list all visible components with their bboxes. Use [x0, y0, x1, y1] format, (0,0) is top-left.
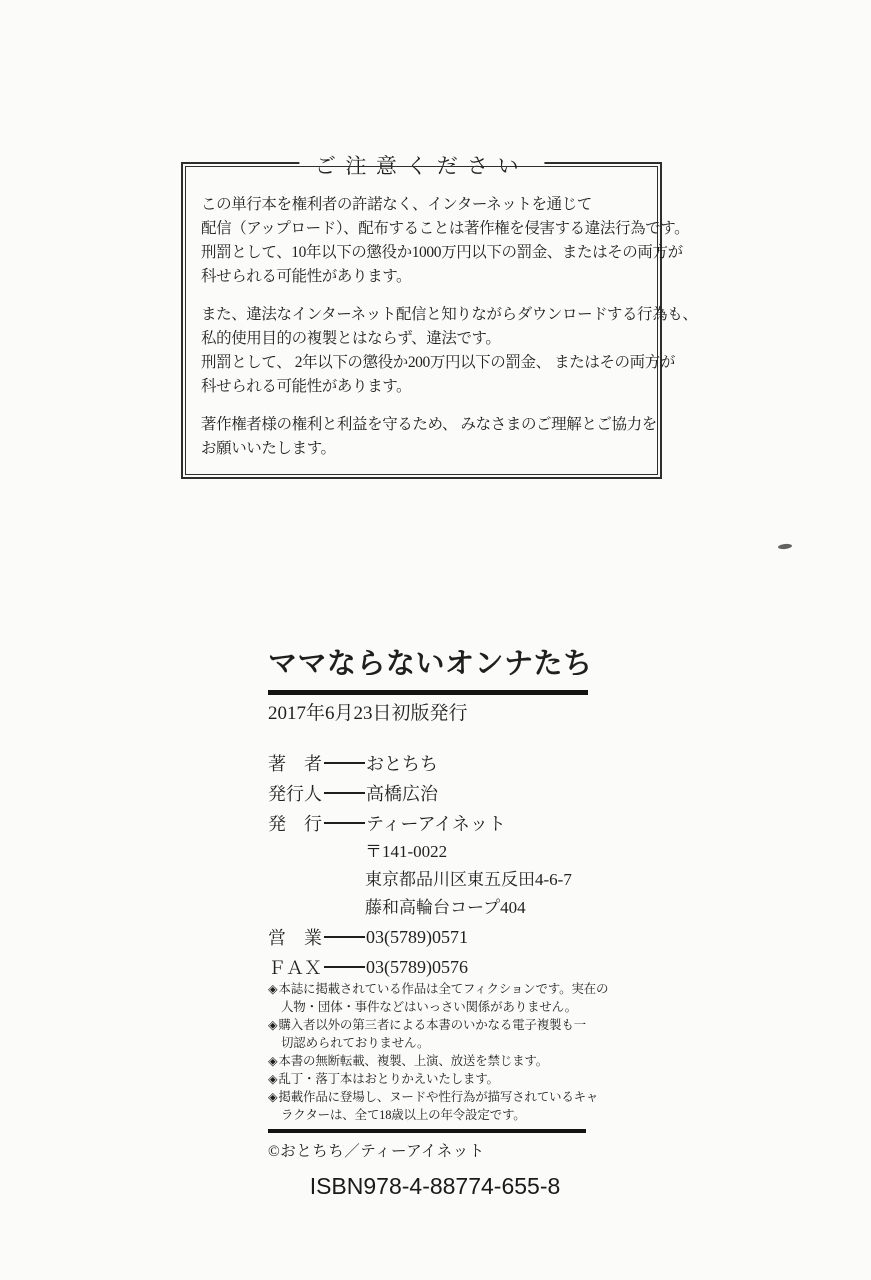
publisher-person-name: 高橋広治 [366, 784, 438, 804]
note-text: 乱丁・落丁本はおとりかえいたします。 [278, 1072, 499, 1086]
edition-date: 2017年6月23日初版発行 [268, 703, 468, 724]
note-digital-copy [268, 1016, 608, 1052]
publisher-person-row [268, 778, 608, 808]
note-text-line [268, 980, 608, 998]
author-name: おとちち [366, 754, 438, 774]
notice-box-inner [185, 166, 698, 475]
notice-paragraph [201, 303, 698, 399]
note-text-line [268, 1070, 608, 1088]
row-label: 営 業 [268, 928, 322, 948]
scan-artifact-speck [778, 543, 792, 549]
note-text-line: 切認められておりません。 [281, 1036, 430, 1050]
row-label: 著 者 [268, 754, 322, 774]
copyright-line: ©おとちち／ティーアイネット [268, 1143, 485, 1160]
notice-paragraph [201, 413, 657, 461]
note-text: 本誌に掲載されている作品は全てフィクションです。実在の [278, 982, 609, 996]
diamond-bullet-icon: ◈ [268, 1018, 278, 1032]
notice-text-line: 私的使用目的の複製とはならず、違法です。 [201, 330, 501, 347]
note-text-line [268, 1052, 608, 1070]
dash-rule [324, 762, 365, 764]
address-line: 藤和高輪台コープ404 [365, 898, 526, 917]
legal-notes-list [268, 980, 608, 1124]
notice-paragraph [201, 193, 690, 289]
row-label: ＦＡＸ [268, 958, 322, 978]
bottom-divider-rule [268, 1129, 586, 1133]
dash-rule [324, 936, 365, 938]
author-row [268, 748, 608, 778]
isbn-number: ISBN978-4-88774-655-8 [309, 1173, 561, 1199]
note-fiction-disclaimer [268, 980, 608, 1016]
diamond-bullet-icon: ◈ [268, 1072, 278, 1086]
fax-number: 03(5789)0576 [366, 956, 468, 977]
notice-text-line: 科せられる可能性があります。 [201, 268, 412, 285]
row-label: 発行人 [268, 784, 322, 804]
notice-text-line: 著作権者様の権利と利益を守るため、 みなさまのご理解とご協力を [201, 416, 657, 433]
notice-text-line: 配信（アップロード）、配布することは著作権を侵害する違法行為です。 [201, 220, 690, 237]
publication-rows [268, 748, 608, 982]
copyright-notice-box [181, 154, 698, 479]
note-text: 購入者以外の第三者による本書のいかなる電子複製も一 [278, 1018, 586, 1032]
note-text-line: ラクターは、全て18歳以上の年令設定です。 [281, 1108, 526, 1122]
diamond-bullet-icon: ◈ [268, 1054, 278, 1068]
book-title: ママならないオンナたち [268, 648, 593, 680]
note-text-line [268, 1088, 608, 1106]
title-divider-rule [268, 690, 588, 695]
note-text: 掲載作品に登場し、ヌードや性行為が描写されているキャ [278, 1090, 599, 1104]
notice-text-line: 刑罰として、 2年以下の懲役か200万円以下の罰金、 またはその両方が [201, 354, 675, 371]
publisher-row [268, 808, 608, 838]
notice-box-title: ご注意ください [299, 150, 544, 180]
colophon-block [268, 645, 608, 1200]
diamond-bullet-icon: ◈ [268, 982, 278, 996]
dash-rule [324, 822, 365, 824]
note-reproduction [268, 1052, 608, 1070]
postal-code: 〒141-0022 [365, 842, 448, 861]
publisher-name: ティーアイネット [366, 814, 506, 834]
note-age-setting [268, 1088, 608, 1124]
publisher-address [268, 838, 608, 922]
sales-phone-number: 03(5789)0571 [366, 926, 468, 947]
notice-text-line: 刑罰として、10年以下の懲役か1000万円以下の罰金、またはその両方が [201, 244, 683, 261]
note-text-line [268, 1016, 608, 1034]
notice-text-line: また、違法なインターネット配信と知りながらダウンロードする行為も、 [201, 306, 698, 323]
row-label: 発 行 [268, 814, 322, 834]
notice-text-line: 科せられる可能性があります。 [201, 378, 412, 395]
notice-text-line: この単行本を権利者の許諾なく、インターネットを通じて [201, 196, 592, 213]
dash-rule [324, 966, 365, 968]
diamond-bullet-icon: ◈ [268, 1090, 278, 1104]
fax-row [268, 952, 608, 982]
notice-text-line: お願いいたします。 [201, 440, 336, 457]
note-text: 本書の無断転載、複製、上演、放送を禁じます。 [278, 1054, 549, 1068]
address-line: 東京都品川区東五反田4-6-7 [365, 870, 572, 889]
note-text-line: 人物・団体・事件などはいっさい関係がありません。 [281, 1000, 577, 1014]
dash-rule [324, 792, 365, 794]
sales-phone-row [268, 922, 608, 952]
note-defective-copies [268, 1070, 608, 1088]
